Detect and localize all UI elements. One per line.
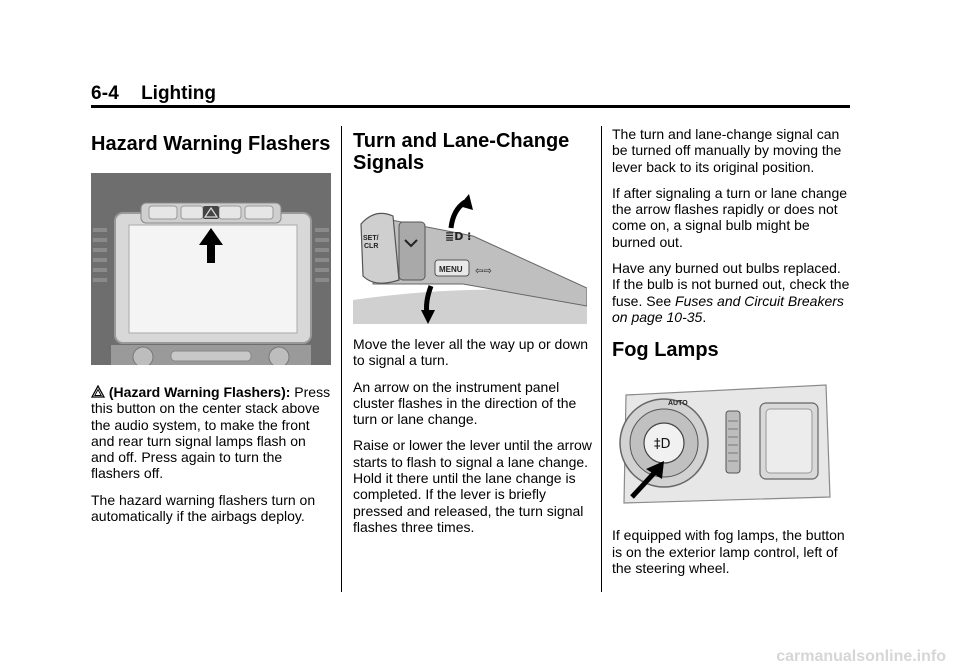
turn-paragraph-3: Raise or lower the lever until the arrow starts to flash to signal a lane change. Hold it there until the lane change is completed. If the lever is briefly pressed and released, the turn signal flashes three times.: [353, 437, 592, 535]
hazard-paragraph-2: The hazard warning flashers turn on automatically if the airbags deploy.: [91, 491, 316, 525]
column-turn-signals: [353, 126, 593, 545]
hazard-button-figure: [91, 173, 331, 365]
hazard-heading: Hazard Warning Flashers: [91, 133, 331, 155]
column-divider-1: [341, 126, 342, 592]
header-rule: [91, 105, 850, 108]
page-header: [91, 83, 850, 105]
fuse-text: Have any burned out bulbs replaced. If the bulb is not burned out, check the fuse. See: [612, 260, 850, 309]
svg-text:‡D: ‡D: [654, 437, 671, 453]
turn-paragraph-2: An arrow on the instrument panel cluster flashes in the direction of the turn or lane change.: [353, 378, 577, 428]
hazard-label: (Hazard Warning Flashers):: [108, 384, 291, 400]
column-hazard: [91, 126, 331, 534]
turn-paragraph-5: If after signaling a turn or lane change the arrow flashes rapidly or does not come on, a signal bulb might be burned out.: [612, 184, 848, 250]
lever-clr-text: CLR: [364, 243, 379, 250]
turn-paragraph-6: [612, 260, 852, 325]
hazard-paragraph-1: Press this button on the center stack above the audio system, to make the front and rear turn signal lamps flash on and off. Press again to turn the flashers off.: [91, 384, 331, 482]
section-title: Lighting: [141, 83, 216, 104]
column-continued: [612, 126, 852, 586]
lever-set-text: SET/: [363, 235, 379, 242]
column-divider-2: [601, 126, 602, 592]
fog-lamps-heading: Fog Lamps: [612, 339, 719, 362]
hazard-triangle-icon: [91, 385, 105, 398]
page-number: 6-4: [91, 83, 120, 104]
turn-signals-heading: Turn and Lane-Change Signals: [353, 130, 570, 174]
svg-text:⇦⇨: ⇦⇨: [475, 266, 492, 277]
fuse-text-end: .: [702, 308, 707, 325]
watermark: carmanualsonline.info: [776, 648, 946, 665]
fuse-reference: Fuses and Circuit Breakers on page 10-35: [612, 292, 844, 325]
fog-paragraph: If equipped with fog lamps, the button is on the exterior lamp control, left of the steering wheel.: [612, 527, 845, 576]
turn-paragraph-1: Move the lever all the way up or down to signal a turn.: [353, 336, 589, 369]
turn-signal-lever-figure: [353, 188, 587, 324]
fog-auto-text: AUTO: [668, 400, 688, 408]
lever-menu-text: MENU: [439, 265, 463, 274]
turn-paragraph-4: The turn and lane-change signal can be turned off manually by moving the lever back to its original position.: [612, 126, 842, 175]
svg-text:≣D ⁝: ≣D ⁝: [445, 230, 472, 243]
fog-lamp-control-figure: [612, 377, 838, 513]
